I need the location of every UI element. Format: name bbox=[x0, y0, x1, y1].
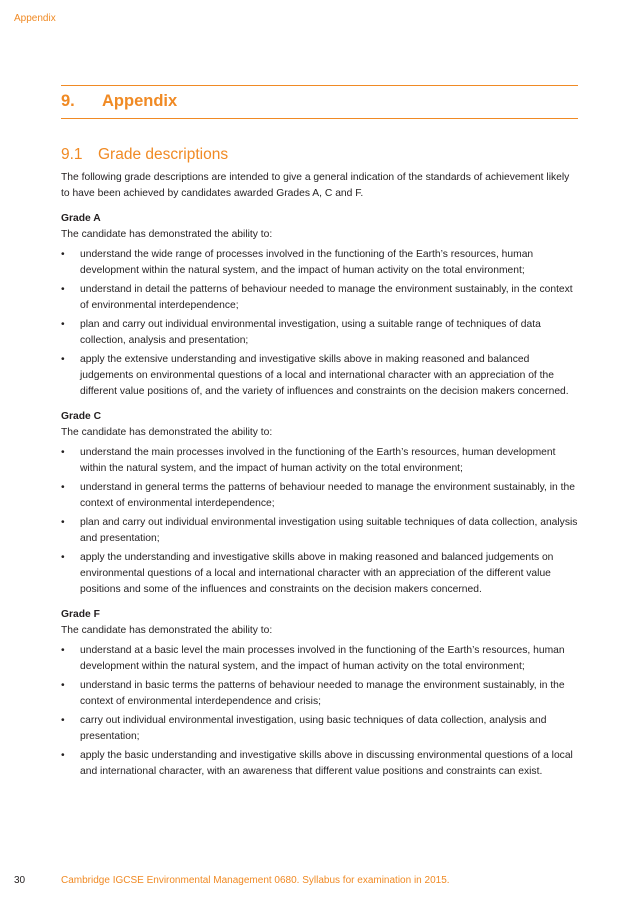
grade-f-list bbox=[61, 643, 578, 780]
grade-title: Grade F bbox=[61, 609, 100, 620]
bullet-icon: • bbox=[61, 284, 65, 295]
bullet-icon: • bbox=[61, 447, 65, 458]
list-item bbox=[61, 748, 578, 780]
list-item-text: understand at a basic level the main processes involved in the functioning of the Earth’s resources, human development within the natural system, and the impact of human activity on the total environment; bbox=[80, 645, 565, 672]
grade-a-list bbox=[61, 247, 578, 400]
list-item bbox=[61, 317, 578, 349]
subsection-title: Grade descriptions bbox=[98, 146, 229, 163]
grade-c-block bbox=[61, 409, 578, 598]
list-item-text: understand in detail the patterns of behaviour needed to manage the environment sustainably, in the context of environmental interdependence; bbox=[80, 284, 573, 311]
grade-f-block bbox=[61, 607, 578, 780]
grade-lead: The candidate has demonstrated the ability to: bbox=[61, 625, 273, 636]
section-number: 9. bbox=[61, 92, 75, 110]
bullet-icon: • bbox=[61, 354, 65, 365]
bullet-icon: • bbox=[61, 750, 65, 761]
grade-title: Grade A bbox=[61, 213, 101, 224]
list-item bbox=[61, 713, 578, 745]
grade-title: Grade C bbox=[61, 411, 102, 422]
intro-paragraph: The following grade descriptions are intended to give a general indication of the standards of achievement likely to have been achieved by candidates awarded Grades A, C and F. bbox=[61, 172, 570, 199]
list-item-text: carry out individual environmental investigation, using basic techniques of data collection, analysis and presentation; bbox=[80, 715, 547, 742]
list-item-text: plan and carry out individual environmental investigation using suitable techniques of data collection, analysis and presentation; bbox=[80, 517, 578, 544]
bullet-icon: • bbox=[61, 517, 65, 528]
grade-c-list bbox=[61, 445, 578, 598]
footer-text: Cambridge IGCSE Environmental Management 0680. Syllabus for examination in 2015. bbox=[61, 875, 450, 886]
list-item-text: plan and carry out individual environmental investigation, using a suitable range of techniques of data collection, analysis and presentation; bbox=[80, 319, 541, 346]
list-item bbox=[61, 480, 578, 512]
list-item bbox=[61, 352, 578, 400]
running-head: Appendix bbox=[14, 13, 56, 24]
list-item-text: apply the basic understanding and investigative skills above in discussing environmental questions of a local and international character, with an awareness that different value positions and constraints can exist. bbox=[80, 750, 573, 777]
grade-lead: The candidate has demonstrated the ability to: bbox=[61, 427, 273, 438]
bullet-icon: • bbox=[61, 645, 65, 656]
subsection-number: 9.1 bbox=[61, 146, 83, 163]
bullet-icon: • bbox=[61, 319, 65, 330]
bullet-icon: • bbox=[61, 715, 65, 726]
list-item-text: understand the main processes involved in the functioning of the Earth’s resources, human development within the natural system, and the impact of human activity on the total environment; bbox=[80, 447, 556, 474]
list-item-text: apply the extensive understanding and investigative skills above in making reasoned and balanced judgements on environmental questions of a local and international character with an appreciation of the different value positions of, and the variety of influences and constraints on the decision makers concerned. bbox=[80, 354, 569, 397]
list-item bbox=[61, 445, 578, 477]
page-content bbox=[61, 146, 578, 789]
grade-lead: The candidate has demonstrated the ability to: bbox=[61, 229, 273, 240]
bullet-icon: • bbox=[61, 680, 65, 691]
bullet-icon: • bbox=[61, 552, 65, 563]
heading-bottom-rule bbox=[61, 118, 578, 119]
list-item bbox=[61, 247, 578, 279]
list-item bbox=[61, 515, 578, 547]
list-item bbox=[61, 550, 578, 598]
list-item-text: understand in basic terms the patterns of behaviour needed to manage the environment sustainably, in the context of environmental interdependence and crisis; bbox=[80, 680, 565, 707]
list-item-text: understand in general terms the patterns of behaviour needed to manage the environment sustainably, in the context of environmental interdependence; bbox=[80, 482, 575, 509]
list-item bbox=[61, 643, 578, 675]
grade-a-block bbox=[61, 211, 578, 400]
heading-top-rule bbox=[61, 85, 578, 86]
bullet-icon: • bbox=[61, 482, 65, 493]
list-item-text: apply the understanding and investigative skills above in making reasoned and balanced judgements on environmental questions of a local and international character with an appreciation of the different value positions and some of the influences and constraints on the decision makers concerned. bbox=[80, 552, 554, 595]
bullet-icon: • bbox=[61, 249, 65, 260]
page-number: 30 bbox=[14, 875, 26, 886]
list-item bbox=[61, 282, 578, 314]
section-heading bbox=[61, 92, 177, 111]
subsection-heading bbox=[61, 146, 578, 164]
section-title: Appendix bbox=[102, 92, 178, 110]
list-item-text: understand the wide range of processes involved in the functioning of the Earth’s resources, human development within the natural system, and the impact of human activity on the total environment; bbox=[80, 249, 534, 276]
list-item bbox=[61, 678, 578, 710]
